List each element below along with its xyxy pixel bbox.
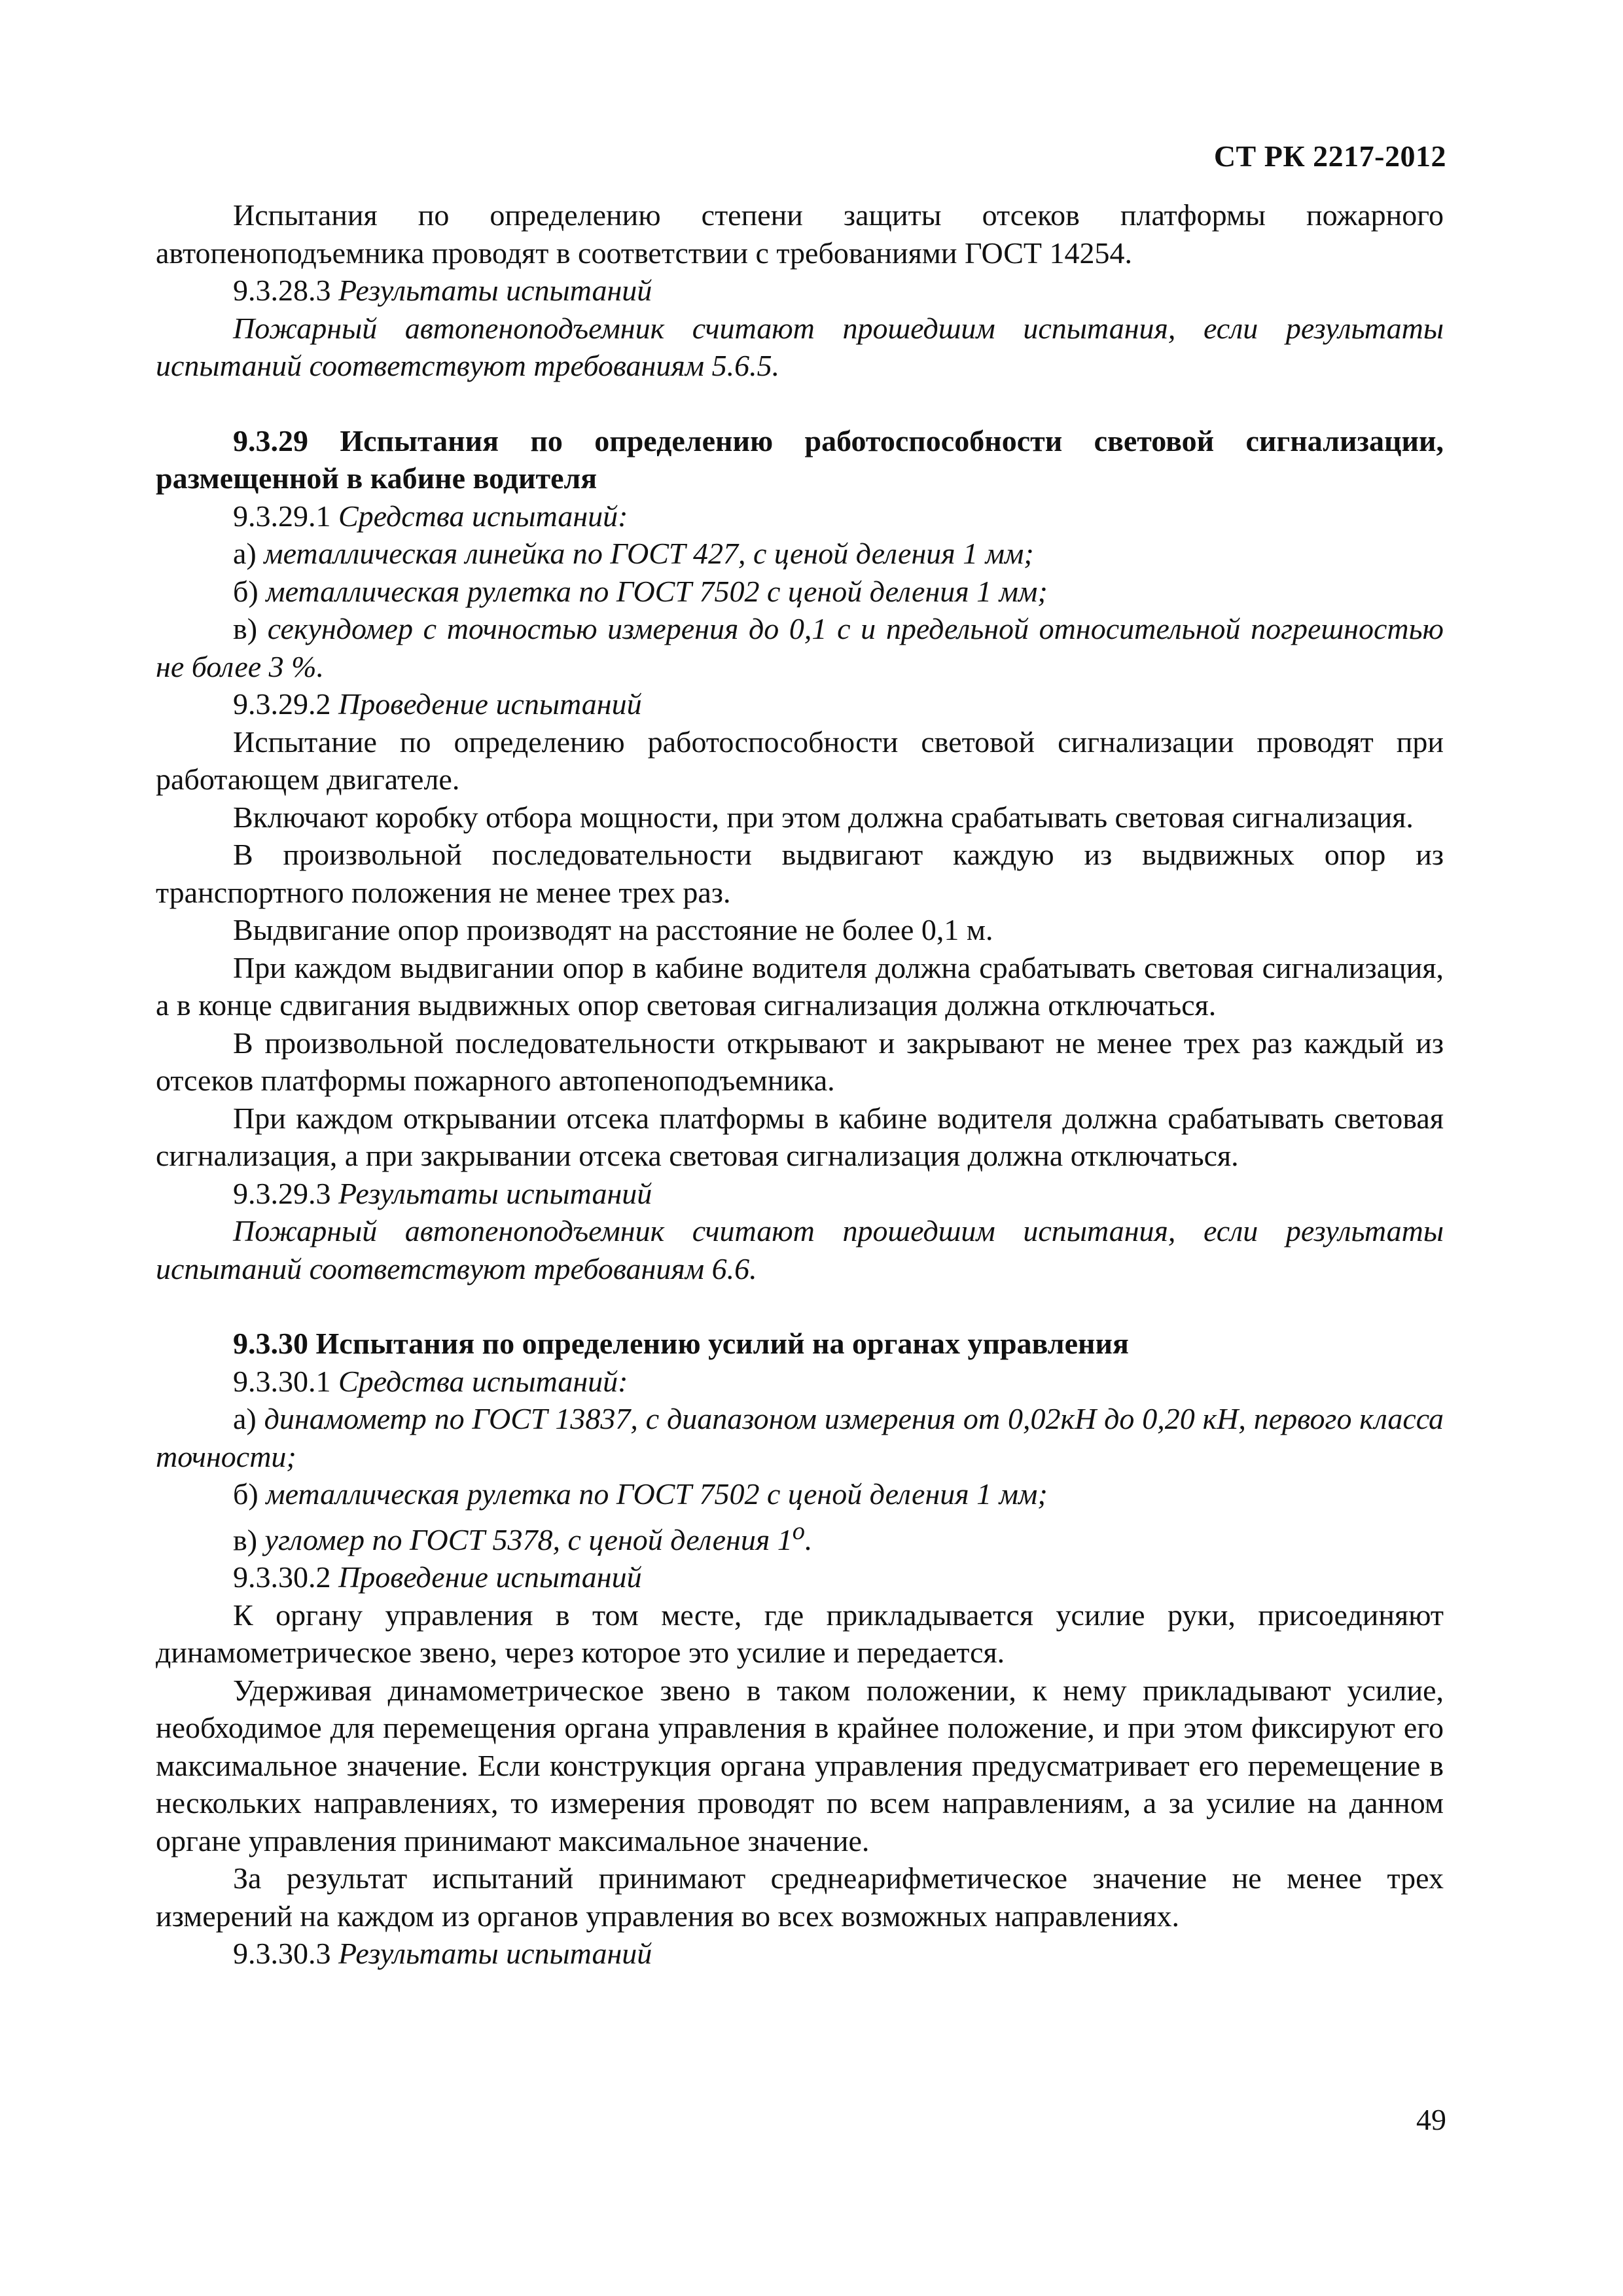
list-item [156, 573, 1444, 611]
clause-title: Проведение испытаний [338, 1560, 642, 1594]
clause-number: 9.3.30.3 [233, 1937, 331, 1971]
list-item [156, 610, 1444, 685]
clause-number: 9.3.28.3 [233, 274, 331, 307]
clause-title: Результаты испытаний [338, 1176, 652, 1210]
list-item-text-end: . [804, 1522, 813, 1556]
list-item [156, 1400, 1444, 1475]
paragraph: Испытание по определению работоспособности световой сигнализации проводят при работающем двигателе. [156, 725, 1444, 796]
paragraph: За результат испытаний принимают среднеарифметическое значение не менее трех измерений на каждом из органов управления во всех возможных направлениях. [156, 1861, 1444, 1933]
paragraph: Пожарный автопеноподъемник считают прошедшим испытания, если результаты испытаний соответствуют требованиям 6.6. [156, 1214, 1444, 1285]
paragraph: Пожарный автопеноподъемник считают прошедшим испытания, если результаты испытаний соответствуют требованиям 5.6.5. [156, 311, 1444, 382]
subclause-heading [156, 1175, 1444, 1213]
subclause-heading [156, 497, 1444, 535]
list-marker: б) [233, 1477, 259, 1511]
clause-number: 9.3.30.2 [233, 1560, 331, 1594]
subclause-heading [156, 685, 1444, 723]
paragraph: Удерживая динамометрическое звено в таком положении, к нему прикладывают усилие, необходимое для перемещения органа управления в крайнее положение, и при этом фиксируют его максимальное значение. Если конструкция органа управления предусматривает его перемещение в нескольких направлениях, то измерения проводят по всем направлениям, а за усилие на данном органе управления принимают максимальное значение. [156, 1673, 1444, 1857]
list-marker: в) [233, 1522, 258, 1556]
paragraph: При каждом выдвигании опор в кабине водителя должна срабатывать световая сигнализация, а в конце сдвигания выдвижных опор световая сигнализация должна отключаться. [156, 950, 1444, 1022]
clause-number: 9.3.29.2 [233, 687, 331, 721]
paragraph: В произвольной последовательности выдвигают каждую из выдвижных опор из транспортного положения не менее трех раз. [156, 838, 1444, 909]
section-heading: 9.3.30 Испытания по определению усилий на органах управления [233, 1327, 1129, 1360]
subclause-heading [156, 272, 1444, 310]
clause-number: 9.3.30.1 [233, 1364, 331, 1398]
list-item [156, 1513, 1444, 1559]
list-item-text: металлическая рулетка по ГОСТ 7502 с ценой деления 1 мм; [266, 574, 1048, 608]
clause-title: Проведение испытаний [338, 687, 642, 721]
section-heading: 9.3.29 Испытания по определению работоспособности световой сигнализации, размещенной в кабине водителя [156, 423, 1444, 495]
document-body [156, 196, 1444, 1973]
paragraph: К органу управления в том месте, где прикладывается усилие руки, присоединяют динамометрическое звено, через которое это усилие и передается. [156, 1598, 1444, 1670]
clause-number: 9.3.29.1 [233, 499, 331, 533]
clause-number: 9.3.29.3 [233, 1176, 331, 1210]
paragraph: Выдвигание опор производят на расстояние не более 0,1 м. [233, 913, 993, 946]
clause-title: Средства испытаний: [338, 499, 628, 533]
list-marker: в) [233, 612, 258, 645]
clause-title: Результаты испытаний [338, 274, 652, 307]
document-code-header: СТ РК 2217-2012 [1213, 139, 1446, 173]
list-item [156, 535, 1444, 573]
subclause-heading [156, 1935, 1444, 1973]
list-item-text: секундомер с точностью измерения до 0,1 с и предельной относительной погрешностью не более 3 %. [156, 612, 1444, 683]
list-marker: а) [233, 537, 257, 570]
list-item-text: динамометр по ГОСТ 13837, с диапазоном измерения от 0,02кН до 0,20 кН, первого класса точности; [156, 1402, 1444, 1473]
clause-title: Результаты испытаний [338, 1937, 652, 1971]
page-number: 49 [1416, 2103, 1446, 2136]
degree-superscript: о [792, 1517, 805, 1545]
subclause-heading [156, 1363, 1444, 1401]
list-item-text-main: угломер по ГОСТ 5378, с ценой деления 1 [264, 1522, 793, 1556]
list-item-text: металлическая линейка по ГОСТ 427, с ценой деления 1 мм; [264, 537, 1034, 570]
paragraph: Испытания по определению степени защиты отсеков платформы пожарного автопеноподъемника проводят в соответствии с требованиями ГОСТ 14254. [156, 198, 1444, 270]
subclause-heading [156, 1558, 1444, 1596]
list-item-text: металлическая рулетка по ГОСТ 7502 с ценой деления 1 мм; [266, 1477, 1048, 1511]
clause-title: Средства испытаний: [338, 1364, 628, 1398]
paragraph: В произвольной последовательности открывают и закрывают не менее трех раз каждый из отсеков платформы пожарного автопеноподъемника. [156, 1026, 1444, 1097]
list-marker: б) [233, 574, 259, 608]
list-item-text [264, 1517, 813, 1556]
list-marker: а) [233, 1402, 257, 1435]
paragraph: Включают коробку отбора мощности, при этом должна срабатывать световая сигнализация. [233, 800, 1414, 834]
paragraph: При каждом открывании отсека платформы в кабине водителя должна срабатывать световая сигнализация, а при закрывании отсека световая сигнализация должна отключаться. [156, 1101, 1444, 1172]
list-item [156, 1475, 1444, 1513]
